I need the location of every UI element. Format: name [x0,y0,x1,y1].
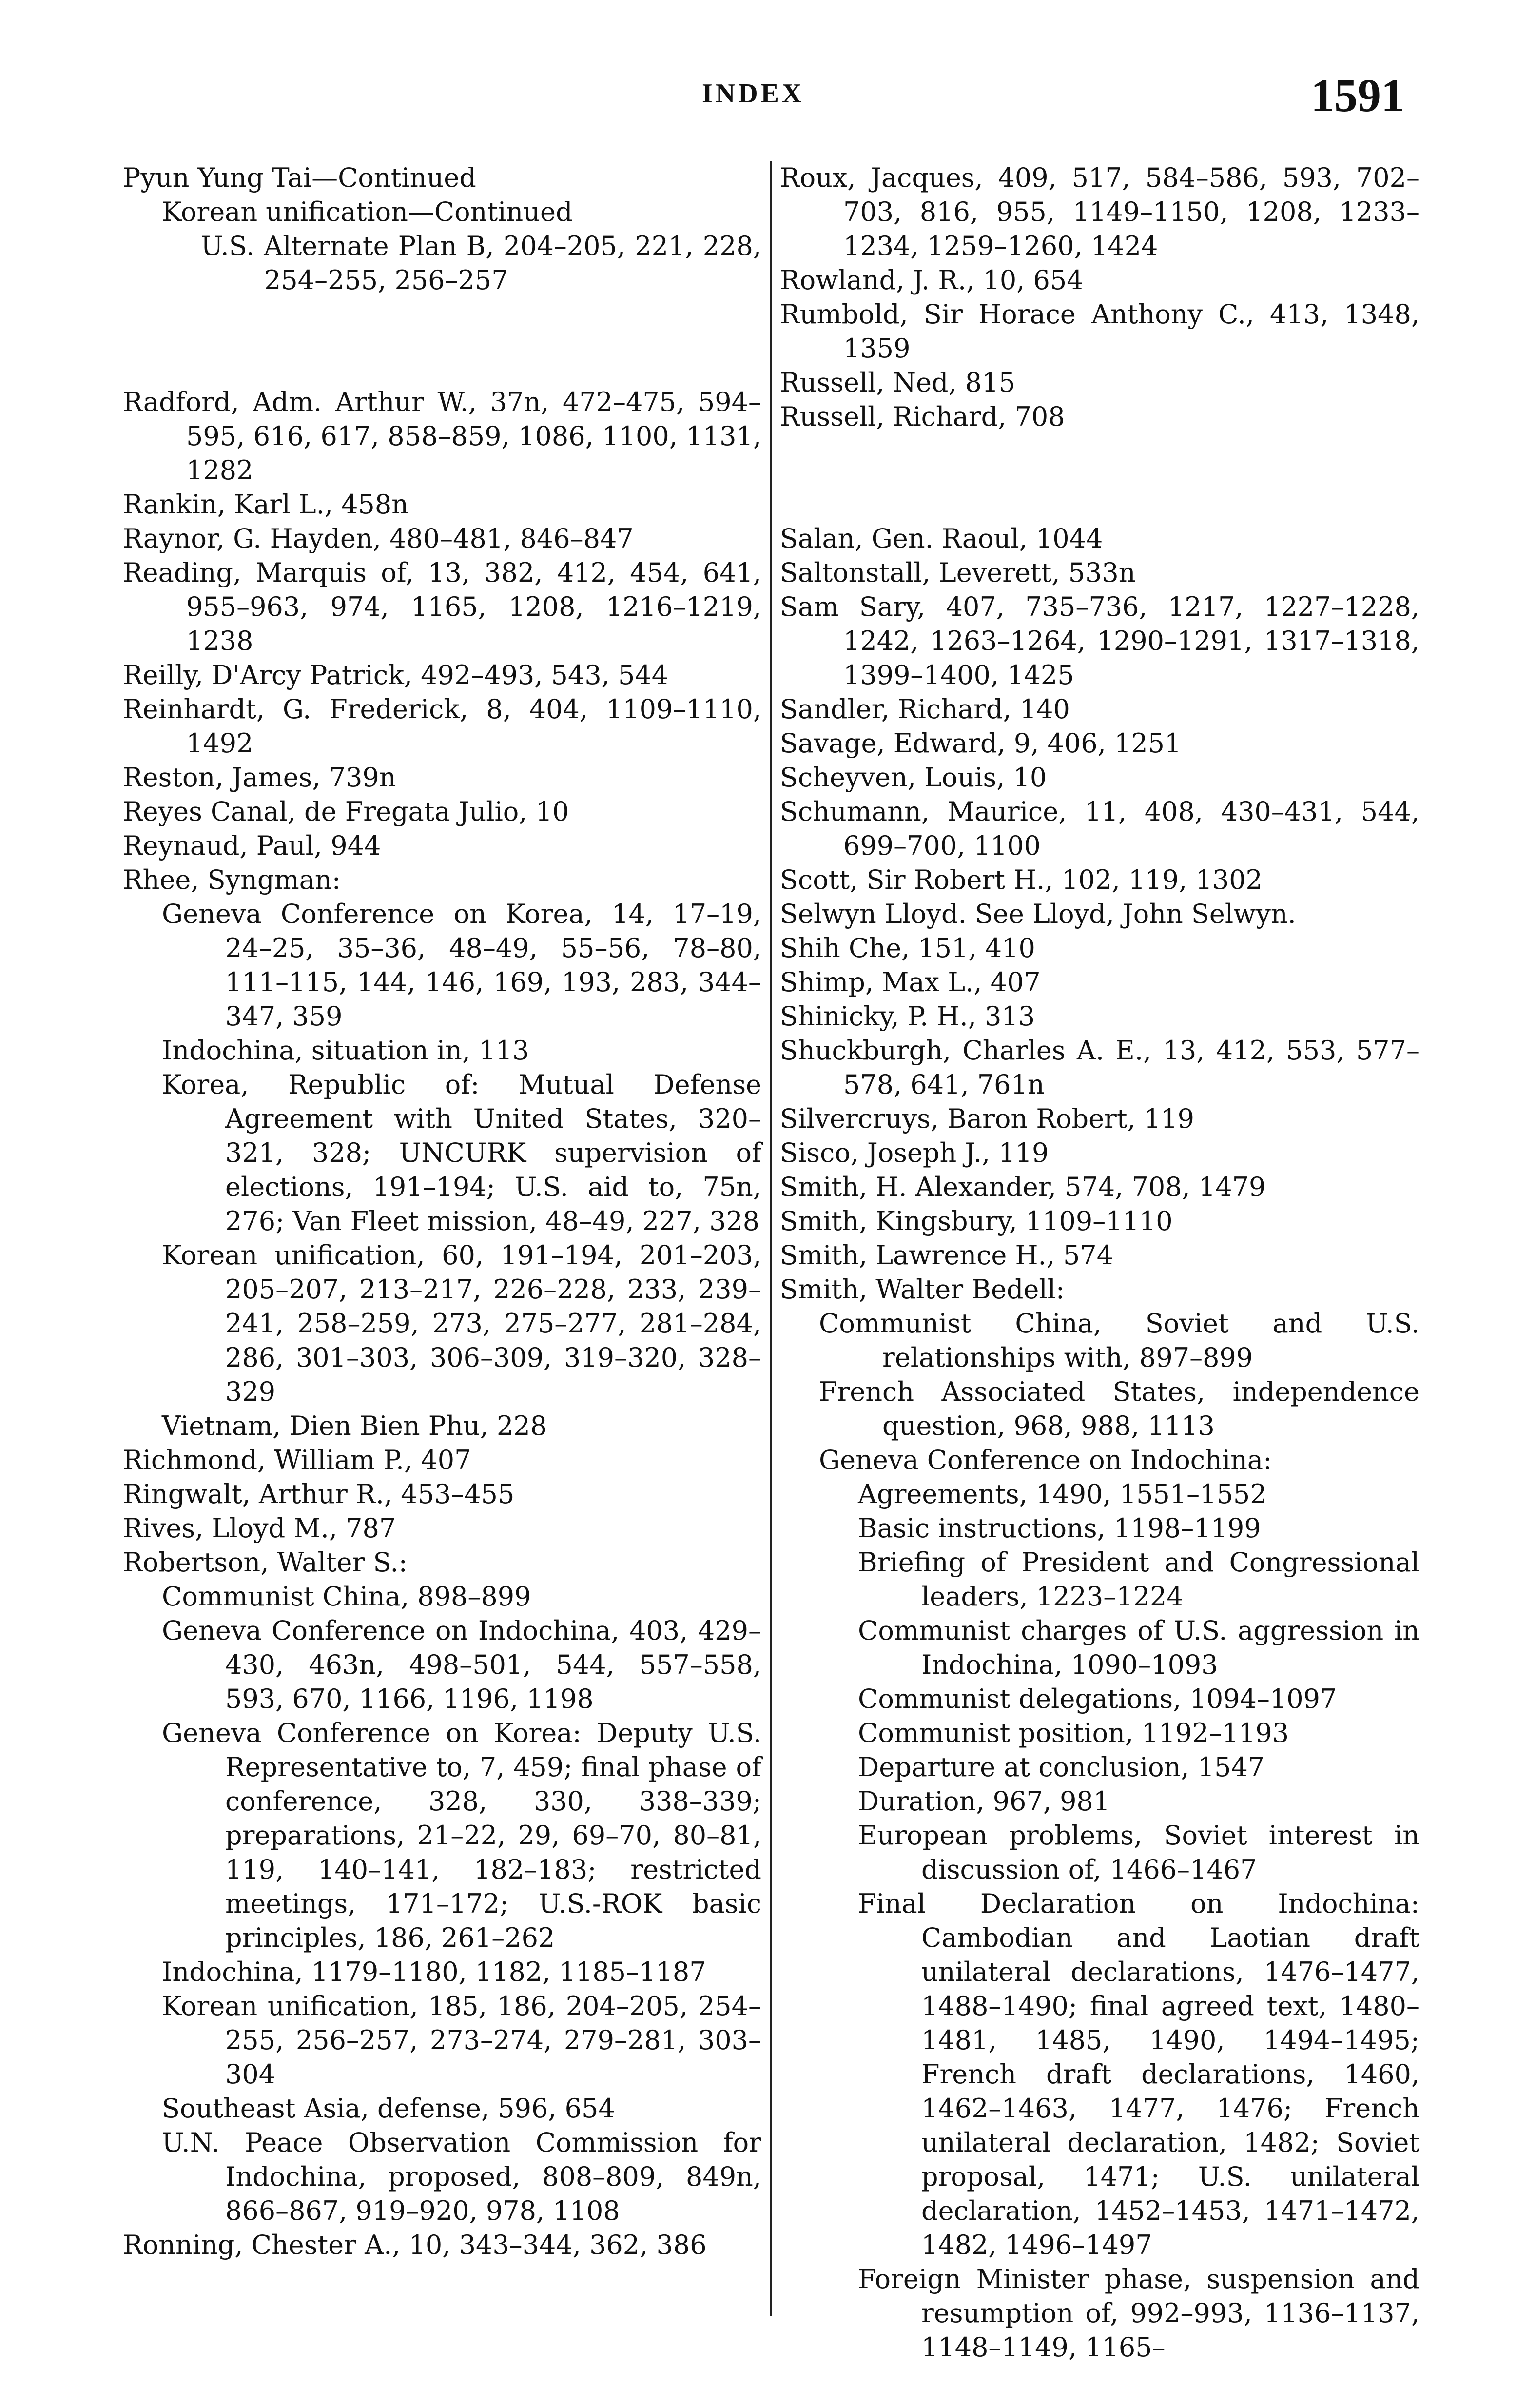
index-subentry: Communist delegations, 1094–1097 [858,1684,1337,1714]
index-subentry: Agreements, 1490, 1551–1552 [858,1479,1267,1509]
index-entry: Sandler, Richard, 140 [780,694,1070,724]
index-entry: Russell, Richard, 708 [780,401,1065,432]
index-subentry: Communist China, 898–899 [162,1581,531,1612]
index-subentry: Korean unification, 60, 191–194, 201–203, 205–207, 213–217, 226–228, 233, 239–241, 258–259, 273, 275–277, 281–284, 286, 301–303, 306–309, 319–320, 328–329 [162,1240,761,1407]
index-subentry: U.S. Alternate Plan B, 204–205, 221, 228, 254–255, 256–257 [201,231,761,295]
index-subentry: Indochina, 1179–1180, 1182, 1185–1187 [162,1957,706,1987]
index-entry: Sam Sary, 407, 735–736, 1217, 1227–1228, 1242, 1263–1264, 1290–1291, 1317–1318, 1399–1400, 1425 [780,591,1419,690]
letter-group-gap [123,324,761,359]
index-entry: Reilly, D'Arcy Patrick, 492–493, 543, 544 [123,660,669,690]
index-column-right [780,161,1419,2365]
index-subentry: Departure at conclusion, 1547 [858,1752,1265,1782]
index-entry: Sisco, Joseph J., 119 [780,1137,1049,1168]
index-entry: Reston, James, 739n [123,762,396,793]
index-entry: Robertson, Walter S.: [123,1547,408,1578]
index-entry: Smith, Walter Bedell: [780,1274,1065,1305]
index-subentry: Communist charges of U.S. aggression in Indochina, 1090–1093 [858,1615,1419,1680]
index-subentry: Geneva Conference on Korea: Deputy U.S. Representative to, 7, 459; final phase of conference, 328, 330, 338–339; preparations, 21–22, 29, 69–70, 80–81, 119, 140–141, 182–183; restricted meetings, 171–172; U.S.-ROK basic principles, 186, 261–262 [162,1718,761,1953]
index-entry: Roux, Jacques, 409, 517, 584–586, 593, 702–703, 816, 955, 1149–1150, 1208, 1233–1234, 1259–1260, 1424 [780,162,1419,261]
index-subentry: Southeast Asia, defense, 596, 654 [162,2093,615,2124]
index-subentry: Indochina, situation in, 113 [162,1035,529,1066]
column-divider [770,161,772,2316]
running-head: INDEX [702,78,805,109]
index-entry: Schumann, Maurice, 11, 408, 430–431, 544, 699–700, 1100 [780,796,1419,861]
index-entry: Rives, Lloyd M., 787 [123,1513,396,1544]
index-entry: Salan, Gen. Raoul, 1044 [780,523,1103,554]
index-subentry: Duration, 967, 981 [858,1786,1110,1817]
index-entry: Reinhardt, G. Frederick, 8, 404, 1109–1110, 1492 [123,694,761,759]
index-entry: Shih Che, 151, 410 [780,933,1035,963]
index-subentry: French Associated States, independence question, 968, 988, 1113 [819,1376,1419,1441]
index-entry: Smith, Kingsbury, 1109–1110 [780,1206,1173,1236]
index-subentry: Communist position, 1192–1193 [858,1718,1289,1748]
index-entry: Shimp, Max L., 407 [780,967,1041,998]
index-subentry: U.N. Peace Observation Commission for Indochina, proposed, 808–809, 849n, 866–867, 919–920, 978, 1108 [162,2127,761,2226]
index-entry: Smith, Lawrence H., 574 [780,1240,1114,1271]
index-entry: Rowland, J. R., 10, 654 [780,265,1084,295]
index-entry: Scott, Sir Robert H., 102, 119, 1302 [780,864,1263,895]
index-subentry: Korean unification—Continued [162,196,573,227]
letter-group-gap [780,460,1419,495]
index-entry: Savage, Edward, 9, 406, 1251 [780,728,1182,759]
index-subentry: European problems, Soviet interest in discussion of, 1466–1467 [858,1820,1419,1885]
index-entry: Saltonstall, Leverett, 533n [780,557,1136,588]
index-subentry: Korea, Republic of: Mutual Defense Agreement with United States, 320–321, 328; UNCURK supervision of elections, 191–194; U.S. aid to, 75n, 276; Van Fleet mission, 48–49, 227, 328 [162,1069,761,1236]
page-header [0,69,1536,132]
index-subentry: Geneva Conference on Indochina, 403, 429–430, 463n, 498–501, 544, 557–558, 593, 670, 1166, 1196, 1198 [162,1615,761,1714]
index-entry: Raynor, G. Hayden, 480–481, 846–847 [123,523,634,554]
index-column-left [123,161,761,2262]
index-entry: Reading, Marquis of, 13, 382, 412, 454, 641, 955–963, 974, 1165, 1208, 1216–1219, 1238 [123,557,761,656]
index-subentry: Final Declaration on Indochina: Cambodian and Laotian draft unilateral declarations, 1476–1477, 1488–1490; final agreed text, 1480–1481, 1485, 1490, 1494–1495; French draft declarations, 1460, 1462–1463, 1477, 1476; French unilateral declaration, 1482; Soviet proposal, 1471; U.S. unilateral declaration, 1452–1453, 1471–1472, 1482, 1496–1497 [858,1888,1419,2260]
index-entry: Scheyven, Louis, 10 [780,762,1047,793]
index-entry: Rankin, Karl L., 458n [123,489,408,520]
page-number: 1591 [1311,69,1404,121]
index-subentry: Basic instructions, 1198–1199 [858,1513,1261,1544]
index-entry: Radford, Adm. Arthur W., 37n, 472–475, 594–595, 616, 617, 858–859, 1086, 1100, 1131, 1282 [123,387,761,486]
index-subentry: Korean unification, 185, 186, 204–205, 254–255, 256–257, 273–274, 279–281, 303–304 [162,1991,761,2090]
index-entry: Pyun Yung Tai—Continued [123,162,476,193]
index-subentry: Geneva Conference on Indochina: [819,1445,1272,1475]
index-subentry: Briefing of President and Congressional leaders, 1223–1224 [858,1547,1419,1612]
index-entry: Reynaud, Paul, 944 [123,830,381,861]
index-entry: Rumbold, Sir Horace Anthony C., 413, 1348, 1359 [780,299,1419,364]
index-entry: Russell, Ned, 815 [780,367,1015,398]
index-subentry: Foreign Minister phase, suspension and resumption of, 992–993, 1136–1137, 1148–1149, 1165– [858,2264,1419,2363]
index-entry: Silvercruys, Baron Robert, 119 [780,1103,1194,1134]
index-subentry: Vietnam, Dien Bien Phu, 228 [162,1410,547,1441]
index-entry: Smith, H. Alexander, 574, 708, 1479 [780,1172,1266,1202]
index-entry: Reyes Canal, de Fregata Julio, 10 [123,796,569,827]
index-entry: Ringwalt, Arthur R., 453–455 [123,1479,515,1509]
index-entry: Ronning, Chester A., 10, 343–344, 362, 386 [123,2230,707,2260]
index-entry: Selwyn Lloyd. See Lloyd, John Selwyn. [780,899,1296,929]
index-entry: Shuckburgh, Charles A. E., 13, 412, 553, 577–578, 641, 761n [780,1035,1419,1100]
index-subentry: Geneva Conference on Korea, 14, 17–19, 24–25, 35–36, 48–49, 55–56, 78–80, 111–115, 144, 146, 169, 193, 283, 344–347, 359 [162,899,761,1032]
index-entry: Rhee, Syngman: [123,864,341,895]
index-subentry: Communist China, Soviet and U.S. relationships with, 897–899 [819,1308,1419,1373]
index-entry: Richmond, William P., 407 [123,1445,471,1475]
index-entry: Shinicky, P. H., 313 [780,1001,1035,1032]
